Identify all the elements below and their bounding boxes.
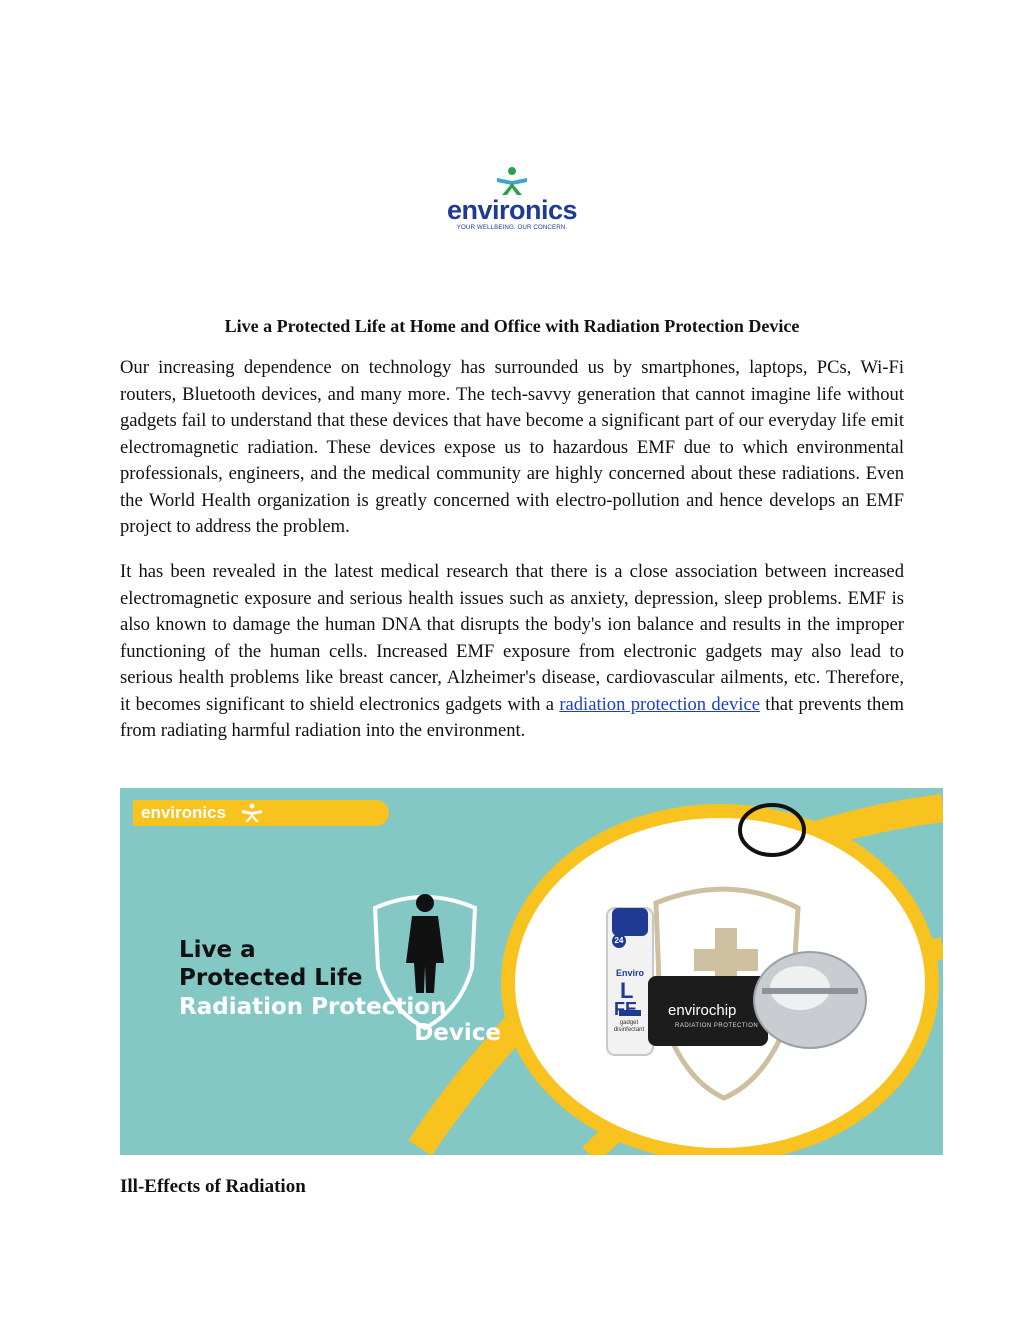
banner-brand-pill xyxy=(133,800,389,826)
banner-sub-line1: Radiation Protection xyxy=(179,994,447,1020)
banner-headline-line1: Live a xyxy=(179,937,256,963)
banner-subheadline xyxy=(179,994,509,1046)
promo-banner xyxy=(120,788,943,1155)
banner-sub-line2: Device xyxy=(414,1020,501,1046)
spray-badge: 24 xyxy=(612,934,626,948)
paragraph-research-text-end: that prevents them from radiating harmful radiation into the environment. xyxy=(120,693,904,741)
banner-headline xyxy=(179,936,362,992)
spray-name-bottom: FE xyxy=(614,999,638,1019)
paragraph-research-text: It has been revealed in the latest medical research that there is a close association between increased electromagnetic exposure and serious health issues such as anxiety, depression, sleep problems. EMF is also known to damage the human DNA that disrupts the body's ion balance and results in the improper functioning of the human cells. Increased EMF exposure from electronic gadgets may also lead to serious health problems like breast cancer, Alzheimer's disease, cardiovascular ailments, etc. Therefore, it becomes significant to shield electronics gadgets with a xyxy=(120,561,904,715)
logo-wordmark: environics xyxy=(446,195,578,225)
paragraph-research xyxy=(120,559,904,745)
person-star-icon xyxy=(241,803,263,823)
environics-logo xyxy=(445,166,579,238)
article-title: Live a Protected Life at Home and Office with Radiation Protection Device xyxy=(224,316,800,336)
banner-brand-text: environics xyxy=(141,803,227,822)
banner-headline-line2: Protected Life xyxy=(179,965,363,991)
section-heading-ill-effects: Ill-Effects of Radiation xyxy=(120,1176,306,1197)
logo-tagline: YOUR WELLBEING. OUR CONCERN. xyxy=(456,224,568,231)
paragraph-intro: Our increasing dependence on technology has surrounded us by smartphones, laptops, PCs, Wi-Fi routers, Bluetooth devices, and many more. The tech-savvy generation that cannot imagine life without gadgets fail to understand that these devices that have become a significant part of our everyday life emit electromagnetic radiation. These devices expose us to hazardous EMF due to which environmental professionals, engineers, and the medical community are highly concerned about these radiations. Even the World Health organization is greatly concerned with electro-pollution and hence develops an EMF project to address the problem. xyxy=(120,357,904,537)
spray-brand: Enviro xyxy=(616,968,645,978)
chip-sub: RADIATION PROTECTION xyxy=(675,1023,759,1029)
spray-name-top: L xyxy=(620,978,634,1003)
radiation-protection-device-link[interactable]: radiation protection device xyxy=(559,693,760,715)
spray-desc: gadget disinfectant xyxy=(613,1020,645,1033)
chip-name: envirochip xyxy=(668,1002,737,1019)
person-star-icon xyxy=(495,166,529,196)
